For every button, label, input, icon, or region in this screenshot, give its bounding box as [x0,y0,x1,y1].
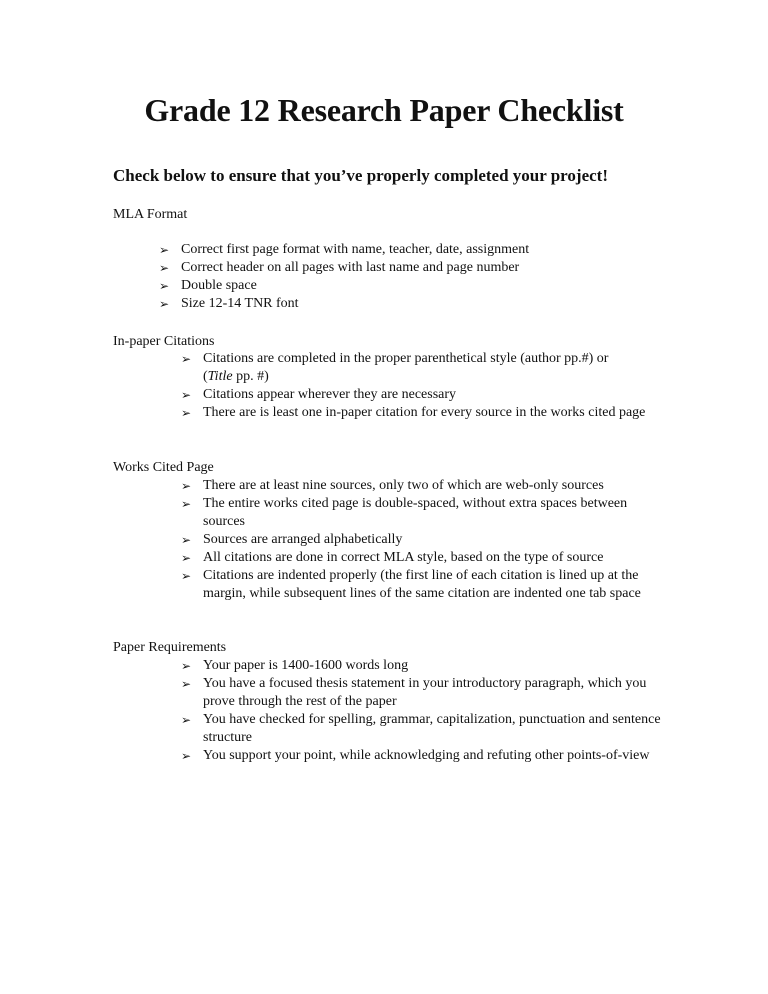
list-item [159,259,609,277]
arrow-bullet-icon: ➢ [181,533,192,547]
section-heading-paper-requirements: Paper Requirements [113,640,227,655]
list-item [181,350,661,386]
list-item [181,477,661,495]
list-item-text: Double space [181,278,257,293]
list-item [181,531,661,549]
list-item [181,567,661,603]
arrow-bullet-icon: ➢ [181,497,192,511]
arrow-bullet-icon: ➢ [181,551,192,565]
page-title: Grade 12 Research Paper Checklist [144,92,624,128]
arrow-bullet-icon: ➢ [159,261,170,275]
section-heading-works-cited-page: Works Cited Page [113,460,214,475]
list-item [181,386,661,404]
arrow-bullet-icon: ➢ [181,569,192,583]
list-item [181,711,661,747]
list-item-text: Citations are completed in the proper parenthetical style (author pp.#) or [203,351,609,366]
list-item [181,404,661,422]
arrow-bullet-icon: ➢ [181,677,192,691]
list-item-text: Citations appear wherever they are necessary [203,387,457,402]
mla-format-checklist [159,241,609,313]
list-item-text: You support your point, while acknowledging and refuting other points-of-view [203,748,650,763]
in-paper-citations-checklist [181,350,661,422]
arrow-bullet-icon: ➢ [181,406,192,420]
list-item [181,675,661,711]
instructions-subtitle: Check below to ensure that you’ve properly completed your project! [113,166,608,185]
arrow-bullet-icon: ➢ [181,659,192,673]
list-item-text: All citations are done in correct MLA style, based on the type of source [203,550,604,565]
list-item-text: There are at least nine sources, only two of which are web-only sources [203,478,604,493]
list-item [181,495,661,531]
list-item-text: You have a focused thesis statement in your introductory paragraph, which you prove through the rest of the paper [203,676,647,709]
list-item-text: Correct first page format with name, teacher, date, assignment [181,242,530,257]
section-heading-mla-format: MLA Format [113,207,188,222]
list-item-text: There are is least one in-paper citation for every source in the works cited page [203,405,646,420]
arrow-bullet-icon: ➢ [159,279,170,293]
arrow-bullet-icon: ➢ [159,243,170,257]
list-item [159,277,609,295]
list-item-text: Correct header on all pages with last name and page number [181,260,520,275]
list-item-text-italic: Title [207,369,233,384]
list-item [181,549,661,567]
arrow-bullet-icon: ➢ [181,388,192,402]
list-item [159,241,609,259]
list-item-text-open-paren: ( [203,369,208,384]
arrow-bullet-icon: ➢ [181,479,192,493]
arrow-bullet-icon: ➢ [159,297,170,311]
list-item-text: Size 12-14 TNR font [181,296,299,311]
arrow-bullet-icon: ➢ [181,749,192,763]
paper-requirements-checklist [181,657,661,765]
list-item-text: Citations are indented properly (the first line of each citation is lined up at the margin, while subsequent lines of the same citation are indented one tab space [203,568,641,601]
list-item [181,747,661,765]
list-item-text-continued: pp. #) [232,369,269,384]
list-item-text: Your paper is 1400-1600 words long [203,658,409,673]
list-item-text: Sources are arranged alphabetically [203,532,403,547]
list-item-text: You have checked for spelling, grammar, capitalization, punctuation and sentence structure [203,712,661,745]
arrow-bullet-icon: ➢ [181,713,192,727]
list-item [159,295,609,313]
section-heading-in-paper-citations: In-paper Citations [113,334,215,349]
list-item [181,657,661,675]
works-cited-checklist [181,477,661,603]
list-item-text: The entire works cited page is double-spaced, without extra spaces between sources [203,496,628,529]
arrow-bullet-icon: ➢ [181,352,192,366]
